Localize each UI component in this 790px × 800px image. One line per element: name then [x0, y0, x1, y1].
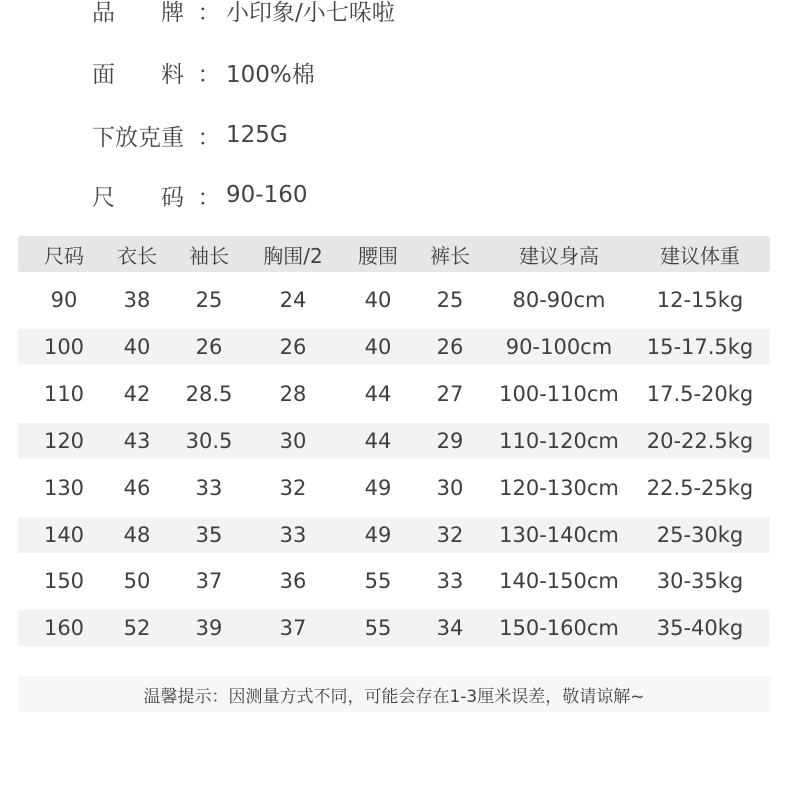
table-cell: 22.5-25kg	[646, 476, 754, 500]
table-cell: 26	[436, 335, 464, 359]
table-cell: 55	[364, 616, 392, 640]
table-cell: 37	[279, 616, 307, 640]
table-cell: 32	[436, 523, 464, 547]
spec-key	[92, 119, 192, 152]
table-cell: 30-35kg	[656, 569, 744, 593]
table-row	[18, 610, 770, 646]
table-cell: 17.5-20kg	[646, 382, 754, 406]
table-cell: 28	[279, 382, 307, 406]
table-cell: 150-160cm	[499, 616, 619, 640]
table-header-row	[18, 236, 770, 272]
spec-key-text: 下放克重	[92, 124, 184, 151]
table-cell: 27	[436, 382, 464, 406]
table-row	[18, 329, 770, 365]
spec-value: 100%棉	[226, 61, 315, 88]
table-cell: 120-130cm	[499, 476, 619, 500]
table-cell: 140-150cm	[499, 569, 619, 593]
table-cell: 33	[195, 476, 223, 500]
table-cell: 36	[279, 569, 307, 593]
spec-value: 125G	[226, 122, 288, 148]
table-cell: 35	[195, 523, 223, 547]
spec-key	[92, 0, 192, 27]
table-cell: 25-30kg	[656, 523, 744, 547]
spec-brand	[92, 0, 492, 30]
spec-key-char: 料	[161, 61, 184, 88]
table-cell: 110	[43, 382, 85, 406]
table-cell: 80-90cm	[512, 288, 606, 312]
table-cell: 90	[50, 288, 78, 312]
table-cell: 120	[43, 429, 85, 453]
table-row	[18, 470, 770, 506]
table-cell: 160	[43, 616, 85, 640]
table-cell: 37	[195, 569, 223, 593]
column-header: 袖长	[189, 243, 229, 268]
table-row	[18, 282, 770, 318]
table-cell: 20-22.5kg	[646, 429, 754, 453]
table-cell: 44	[364, 382, 392, 406]
table-cell: 28.5	[185, 382, 233, 406]
table-cell: 30	[436, 476, 464, 500]
table-cell: 26	[279, 335, 307, 359]
table-cell: 100	[43, 335, 85, 359]
spec-key-char: 尺	[92, 184, 115, 211]
table-cell: 39	[195, 616, 223, 640]
column-header: 裤长	[430, 243, 470, 268]
table-cell: 30	[279, 429, 307, 453]
table-cell: 44	[364, 429, 392, 453]
spec-key-char: 品	[92, 0, 115, 26]
table-cell: 33	[279, 523, 307, 547]
column-header: 建议体重	[660, 243, 740, 268]
table-cell: 48	[123, 523, 151, 547]
table-cell: 30.5	[185, 429, 233, 453]
table-cell: 26	[195, 335, 223, 359]
spec-colon: ：	[197, 61, 221, 88]
table-cell: 130-140cm	[499, 523, 619, 547]
column-header: 腰围	[358, 243, 398, 268]
spec-key-char: 码	[161, 184, 184, 211]
table-row	[18, 376, 770, 412]
spec-fabric	[92, 52, 492, 92]
table-cell: 24	[279, 288, 307, 312]
table-cell: 25	[436, 288, 464, 312]
table-row	[18, 517, 770, 553]
spec-size	[92, 175, 492, 215]
table-cell: 40	[123, 335, 151, 359]
spec-colon: ：	[197, 124, 221, 151]
table-cell: 42	[123, 382, 151, 406]
table-cell: 32	[279, 476, 307, 500]
spec-key-char: 面	[92, 61, 115, 88]
table-cell: 40	[364, 335, 392, 359]
table-cell: 15-17.5kg	[646, 335, 754, 359]
table-cell: 35-40kg	[656, 616, 744, 640]
table-cell: 150	[43, 569, 85, 593]
table-row	[18, 423, 770, 459]
spec-colon: ：	[197, 0, 221, 26]
spec-colon: ：	[197, 184, 221, 211]
column-header: 胸围/2	[263, 243, 323, 268]
column-header: 尺码	[44, 243, 84, 268]
table-row	[18, 563, 770, 599]
spec-weight	[92, 115, 492, 155]
table-cell: 50	[123, 569, 151, 593]
table-cell: 90-100cm	[505, 335, 613, 359]
table-cell: 43	[123, 429, 151, 453]
table-cell: 46	[123, 476, 151, 500]
table-cell: 33	[436, 569, 464, 593]
table-cell: 40	[364, 288, 392, 312]
table-cell: 49	[364, 523, 392, 547]
table-cell: 100-110cm	[499, 382, 619, 406]
table-cell: 12-15kg	[656, 288, 744, 312]
table-cell: 29	[436, 429, 464, 453]
table-cell: 130	[43, 476, 85, 500]
table-cell: 140	[43, 523, 85, 547]
table-cell: 49	[364, 476, 392, 500]
table-cell: 52	[123, 616, 151, 640]
table-cell: 55	[364, 569, 392, 593]
table-cell: 34	[436, 616, 464, 640]
table-cell: 38	[123, 288, 151, 312]
column-header: 建议身高	[519, 243, 599, 268]
column-header: 衣长	[117, 243, 157, 268]
spec-key	[92, 179, 192, 212]
measurement-note: 温馨提示：因测量方式不同，可能会存在1-3厘米误差，敬请谅解~	[18, 676, 770, 712]
table-cell: 110-120cm	[499, 429, 619, 453]
spec-key	[92, 56, 192, 89]
spec-value: 90-160	[226, 182, 308, 208]
table-cell: 25	[195, 288, 223, 312]
spec-value: 小印象/小七哚啦	[226, 0, 395, 26]
spec-key-char: 牌	[161, 0, 184, 26]
